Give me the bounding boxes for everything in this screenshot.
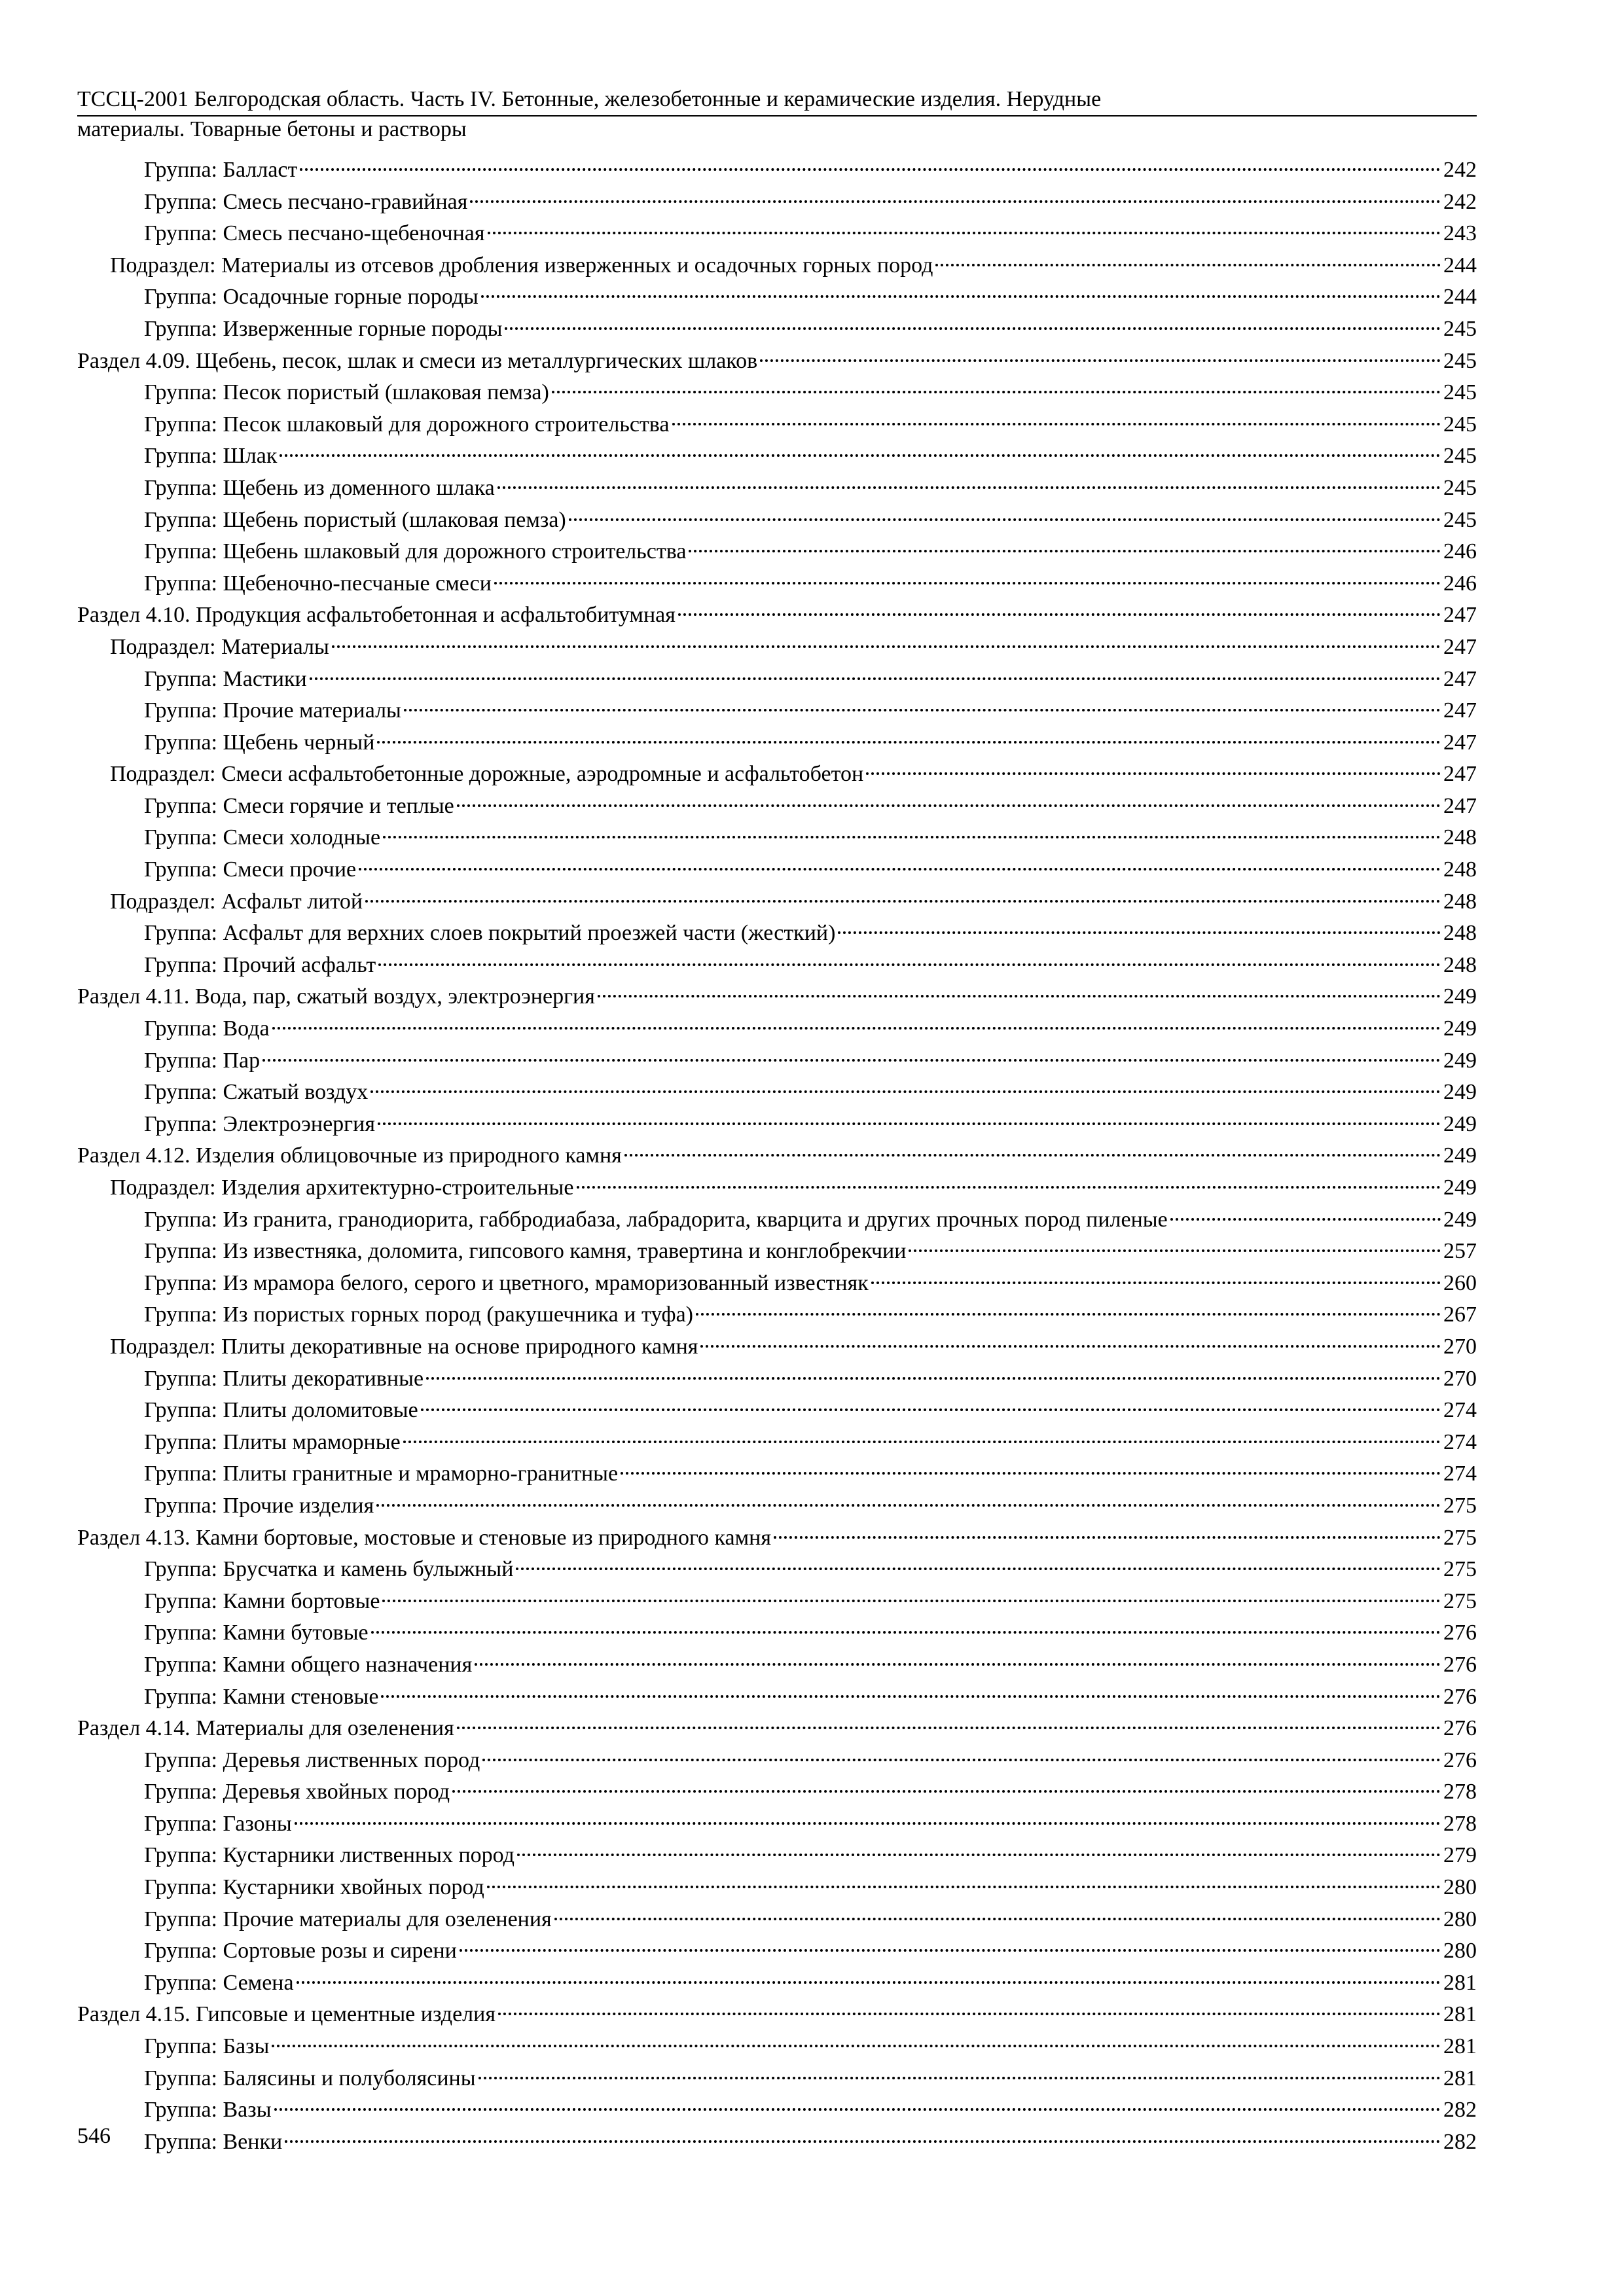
toc-entry[interactable]: [77, 568, 1477, 600]
dot-leader: [552, 391, 1441, 393]
dot-leader: [478, 2077, 1441, 2079]
toc-entry-title: Группа: Асфальт для верхних слоев покрытий проезжей части (жесткий): [144, 921, 836, 946]
dot-leader: [421, 1408, 1441, 1411]
toc-entry-title: Группа: Изверженные горные породы: [144, 316, 503, 341]
dot-leader: [332, 645, 1441, 648]
dot-leader: [1170, 1218, 1441, 1221]
toc-entry[interactable]: [77, 154, 1477, 187]
toc-entry[interactable]: [77, 440, 1477, 473]
toc-entry[interactable]: [77, 473, 1477, 505]
toc-entry-page: 276: [1443, 1748, 1477, 1772]
toc-entry-title: Группа: Деревья хвойных пород: [144, 1780, 450, 1804]
toc-entry[interactable]: [77, 536, 1477, 568]
toc-entry[interactable]: [77, 1617, 1477, 1649]
toc-entry[interactable]: [77, 664, 1477, 696]
toc-entry[interactable]: [77, 2031, 1477, 2063]
toc-entry-title: Группа: Прочие изделия: [144, 1493, 374, 1518]
toc-entry-page: 247: [1443, 698, 1477, 723]
toc-entry-page: 281: [1443, 1970, 1477, 1995]
toc-entry-title: Группа: Плиты декоративные: [144, 1366, 424, 1391]
toc-entry[interactable]: [77, 218, 1477, 250]
toc-entry-page: 276: [1443, 1652, 1477, 1677]
dot-leader: [426, 1377, 1441, 1380]
toc-entry-page: 274: [1443, 1398, 1477, 1423]
toc-entry-page: 276: [1443, 1684, 1477, 1709]
toc-entry-title: Группа: Плиты гранитные и мраморно-гранитные: [144, 1462, 619, 1486]
dot-leader: [871, 1282, 1441, 1284]
toc-entry[interactable]: [77, 1904, 1477, 1936]
dot-leader: [457, 804, 1441, 807]
toc-entry-page: 282: [1443, 2129, 1477, 2154]
toc-entry-title: Подраздел: Изделия архитектурно-строительные: [110, 1175, 574, 1200]
toc-entry-page: 248: [1443, 857, 1477, 882]
dot-leader: [377, 741, 1441, 744]
toc-entry-page: 249: [1443, 1016, 1477, 1041]
toc-entry-title: Группа: Щебень черный: [144, 730, 375, 755]
dot-leader: [378, 1122, 1441, 1125]
toc-entry[interactable]: [77, 822, 1477, 854]
toc-entry-page: 247: [1443, 762, 1477, 787]
toc-entry-title: Группа: Прочие материалы: [144, 698, 401, 723]
dot-leader: [487, 1886, 1441, 1888]
toc-entry-title: Группа: Из мрамора белого, серого и цветного, мраморизованный известняк: [144, 1270, 869, 1295]
dot-leader: [909, 1249, 1441, 1252]
toc-entry-page: 245: [1443, 507, 1477, 532]
toc-entry-page: 245: [1443, 475, 1477, 500]
toc-entry-title: Группа: Камни стеновые: [144, 1684, 379, 1709]
toc-entry-title: Группа: Смесь песчано-щебеночная: [144, 221, 485, 246]
toc-entry[interactable]: [77, 1427, 1477, 1459]
toc-entry[interactable]: [77, 281, 1477, 314]
toc-entry[interactable]: [77, 981, 1477, 1013]
toc-entry-page: 244: [1443, 285, 1477, 310]
toc-entry[interactable]: [77, 1172, 1477, 1204]
toc-entry-title: Группа: Сортовые розы и сирени: [144, 1939, 457, 1964]
toc-entry-page: 249: [1443, 984, 1477, 1009]
dot-leader: [452, 1790, 1441, 1793]
toc-entry[interactable]: [77, 1204, 1477, 1236]
toc-entry-page: 278: [1443, 1811, 1477, 1836]
dot-leader: [297, 1981, 1441, 1984]
toc-entry[interactable]: [77, 1236, 1477, 1268]
toc-entry-page: 274: [1443, 1429, 1477, 1454]
dot-leader: [280, 454, 1441, 457]
toc-entry[interactable]: [77, 1586, 1477, 1618]
toc-entry[interactable]: [77, 1331, 1477, 1363]
toc-entry-page: 249: [1443, 1048, 1477, 1073]
toc-entry-title: Группа: Щебеночно-песчаные смеси: [144, 571, 492, 596]
toc-entry[interactable]: [77, 1140, 1477, 1172]
toc-entry-page: 242: [1443, 158, 1477, 182]
toc-entry[interactable]: [77, 727, 1477, 759]
dot-leader: [838, 931, 1441, 934]
toc-entry-page: 247: [1443, 666, 1477, 691]
toc-entry-title: Группа: Венки: [144, 2129, 283, 2154]
toc-entry-page: 280: [1443, 1875, 1477, 1900]
dot-leader: [672, 423, 1441, 425]
dot-leader: [517, 1854, 1441, 1856]
toc-entry[interactable]: [77, 759, 1477, 791]
toc-entry-page: 276: [1443, 1716, 1477, 1741]
toc-entry-title: Группа: Щебень шлаковый для дорожного строительства: [144, 539, 687, 564]
toc-entry-page: 245: [1443, 348, 1477, 373]
toc-entry[interactable]: [77, 1967, 1477, 2000]
toc-entry-page: 249: [1443, 1111, 1477, 1136]
toc-entry-title: Раздел 4.13. Камни бортовые, мостовые и стеновые из природного камня: [77, 1525, 771, 1550]
toc-entry[interactable]: [77, 1840, 1477, 1872]
toc-entry-page: 248: [1443, 825, 1477, 850]
toc-entry-title: Группа: Песок шлаковый для дорожного строительства: [144, 412, 670, 437]
dot-leader: [569, 518, 1441, 521]
toc-entry-title: Группа: Шлак: [144, 444, 278, 469]
dot-leader: [497, 486, 1441, 489]
dot-leader: [378, 963, 1441, 966]
toc-entry-title: Группа: Плиты доломитовые: [144, 1398, 418, 1423]
toc-entry-page: 281: [1443, 2034, 1477, 2059]
dot-leader: [696, 1313, 1441, 1316]
toc-entry[interactable]: [77, 950, 1477, 982]
header-title-line2: материалы. Товарные бетоны и растворы: [77, 117, 467, 141]
dot-leader: [482, 1759, 1441, 1761]
toc-entry-page: 247: [1443, 603, 1477, 628]
toc-entry-page: 280: [1443, 1907, 1477, 1931]
dot-leader: [457, 1727, 1441, 1729]
toc-entry-title: Группа: Из известняка, доломита, гипсового камня, травертина и конглобрекчии: [144, 1239, 907, 1264]
page-number: 546: [77, 2124, 111, 2148]
dot-leader: [935, 264, 1441, 266]
dot-leader: [272, 2045, 1441, 2047]
dot-leader: [481, 295, 1441, 298]
toc-entry-page: 281: [1443, 2002, 1477, 2027]
toc-entry-title: Группа: Смесь песчано-гравийная: [144, 189, 468, 214]
toc-entry[interactable]: [77, 1109, 1477, 1141]
toc-entry-title: Раздел 4.15. Гипсовые и цементные изделия: [77, 2002, 496, 2027]
dot-leader: [403, 1441, 1441, 1443]
toc-entry-page: 267: [1443, 1302, 1477, 1327]
dot-leader: [404, 709, 1441, 711]
toc-entry-page: 279: [1443, 1843, 1477, 1868]
toc-entry-title: Раздел 4.14. Материалы для озеленения: [77, 1716, 454, 1741]
toc-entry-title: Группа: Смеси горячие и теплые: [144, 793, 454, 818]
toc-entry-title: Группа: Газоны: [144, 1811, 292, 1836]
table-of-contents: [77, 154, 1477, 2158]
toc-entry-page: 275: [1443, 1493, 1477, 1518]
toc-entry[interactable]: [77, 854, 1477, 886]
toc-entry-title: Группа: Вазы: [144, 2098, 272, 2123]
toc-entry-title: Группа: Прочие материалы для озеленения: [144, 1907, 552, 1931]
toc-entry[interactable]: [77, 1554, 1477, 1586]
dot-leader: [381, 1695, 1441, 1698]
toc-entry-title: Группа: Из гранита, гранодиорита, габбродиабаза, лабрадорита, кварцита и других прочных пород пиленые: [144, 1207, 1168, 1232]
toc-entry-title: Подраздел: Смеси асфальтобетонные дорожные, аэродромные и асфальтобетон: [110, 762, 864, 787]
toc-entry[interactable]: [77, 1808, 1477, 1840]
toc-entry-page: 270: [1443, 1366, 1477, 1391]
dot-leader: [359, 868, 1441, 870]
toc-entry-page: 280: [1443, 1939, 1477, 1964]
toc-entry-page: 245: [1443, 444, 1477, 469]
toc-entry[interactable]: [77, 505, 1477, 537]
dot-leader: [370, 1090, 1441, 1093]
dot-leader: [382, 1600, 1441, 1602]
toc-entry[interactable]: [77, 918, 1477, 950]
dot-leader: [624, 1154, 1441, 1157]
toc-entry-page: 247: [1443, 793, 1477, 818]
toc-entry[interactable]: [77, 1490, 1477, 1522]
toc-entry[interactable]: [77, 187, 1477, 219]
toc-entry-page: 278: [1443, 1780, 1477, 1804]
dot-leader: [774, 1536, 1441, 1539]
toc-entry-title: Группа: Вода: [144, 1016, 270, 1041]
toc-entry-page: 245: [1443, 380, 1477, 405]
toc-entry-title: Подраздел: Материалы: [110, 634, 329, 659]
toc-entry-page: 276: [1443, 1621, 1477, 1645]
toc-entry-title: Группа: Из пористых горных пород (ракушечника и туфа): [144, 1302, 693, 1327]
toc-entry[interactable]: [77, 1681, 1477, 1713]
dot-leader: [866, 772, 1441, 775]
dot-leader: [494, 582, 1441, 584]
toc-entry-title: Группа: Песок пористый (шлаковая пемза): [144, 380, 549, 405]
dot-leader: [498, 2013, 1441, 2015]
toc-entry-page: 275: [1443, 1557, 1477, 1582]
toc-entry-title: Группа: Смеси прочие: [144, 857, 357, 882]
toc-entry-page: 249: [1443, 1143, 1477, 1168]
dot-leader: [383, 836, 1441, 838]
toc-entry[interactable]: [77, 2094, 1477, 2126]
toc-entry-page: 257: [1443, 1239, 1477, 1264]
toc-entry[interactable]: [77, 1268, 1477, 1300]
dot-leader: [285, 2140, 1441, 2143]
toc-entry-page: 275: [1443, 1588, 1477, 1613]
toc-entry[interactable]: [77, 346, 1477, 378]
toc-entry-page: 247: [1443, 634, 1477, 659]
toc-entry[interactable]: [77, 1363, 1477, 1395]
toc-entry[interactable]: [77, 314, 1477, 346]
header-title-line1: ТССЦ-2001 Белгородская область. Часть IV. Бетонные, железобетонные и керамические изделия. Нерудные: [77, 87, 1102, 111]
toc-entry-title: Группа: Щебень пористый (шлаковая пемза): [144, 507, 566, 532]
toc-entry[interactable]: [77, 377, 1477, 409]
toc-entry-title: Группа: Мастики: [144, 666, 307, 691]
toc-entry-title: Группа: Осадочные горные породы: [144, 285, 478, 310]
toc-entry-title: Группа: Балясины и полуболясины: [144, 2066, 476, 2090]
toc-entry-title: Группа: Кустарники хвойных пород: [144, 1875, 484, 1900]
toc-entry-page: 245: [1443, 316, 1477, 341]
toc-entry[interactable]: [77, 1713, 1477, 1745]
dot-leader: [577, 1186, 1441, 1189]
toc-entry-page: 249: [1443, 1207, 1477, 1232]
toc-entry-title: Группа: Брусчатка и камень булыжный: [144, 1557, 514, 1582]
toc-entry-title: Группа: Смеси холодные: [144, 825, 381, 850]
dot-leader: [470, 200, 1441, 203]
dot-leader: [760, 359, 1441, 362]
dot-leader: [678, 613, 1441, 616]
toc-entry[interactable]: [77, 1776, 1477, 1808]
toc-entry-title: Группа: Прочий асфальт: [144, 952, 376, 977]
toc-entry-title: Раздел 4.10. Продукция асфальтобетонная и асфальтобитумная: [77, 603, 676, 628]
toc-entry-title: Группа: Семена: [144, 1970, 294, 1995]
toc-entry-title: Группа: Плиты мраморные: [144, 1429, 401, 1454]
toc-entry-title: Раздел 4.12. Изделия облицовочные из природного камня: [77, 1143, 622, 1168]
dot-leader: [460, 1949, 1441, 1952]
dot-leader: [262, 1059, 1441, 1062]
toc-entry-title: Группа: Щебень из доменного шлака: [144, 475, 495, 500]
toc-entry[interactable]: [77, 600, 1477, 632]
dot-leader: [689, 550, 1441, 552]
toc-entry-page: 242: [1443, 189, 1477, 214]
toc-entry[interactable]: [77, 1077, 1477, 1109]
toc-entry-page: 260: [1443, 1270, 1477, 1295]
toc-entry-page: 247: [1443, 730, 1477, 755]
dot-leader: [300, 168, 1441, 171]
dot-leader: [598, 995, 1441, 997]
toc-entry[interactable]: [77, 1013, 1477, 1045]
toc-entry[interactable]: [77, 1299, 1477, 1331]
dot-leader: [516, 1568, 1441, 1570]
toc-entry-title: Группа: Камни общего назначения: [144, 1652, 473, 1677]
dot-leader: [310, 677, 1441, 680]
dot-leader: [554, 1918, 1441, 1920]
toc-entry-title: Группа: Кустарники лиственных пород: [144, 1843, 514, 1868]
toc-entry-title: Группа: Пар: [144, 1048, 261, 1073]
dot-leader: [475, 1663, 1441, 1666]
dot-leader: [505, 327, 1441, 330]
toc-entry-title: Раздел 4.11. Вода, пар, сжатый воздух, электроэнергия: [77, 984, 595, 1009]
dot-leader: [376, 1504, 1441, 1507]
toc-entry-page: 246: [1443, 571, 1477, 596]
toc-entry-title: Группа: Сжатый воздух: [144, 1080, 369, 1105]
dot-leader: [488, 232, 1441, 234]
toc-entry[interactable]: [77, 1935, 1477, 1967]
toc-entry-page: 248: [1443, 921, 1477, 946]
dot-leader: [371, 1631, 1441, 1634]
dot-leader: [621, 1472, 1441, 1475]
toc-entry[interactable]: [77, 1045, 1477, 1077]
dot-leader: [365, 900, 1441, 903]
toc-entry-title: Группа: Электроэнергия: [144, 1111, 375, 1136]
toc-entry[interactable]: [77, 1872, 1477, 1904]
toc-entry[interactable]: [77, 1458, 1477, 1490]
toc-entry[interactable]: [77, 886, 1477, 918]
toc-entry[interactable]: [77, 632, 1477, 664]
toc-entry[interactable]: [77, 1745, 1477, 1777]
dot-leader: [274, 2108, 1441, 2111]
toc-entry-page: 275: [1443, 1525, 1477, 1550]
toc-entry-page: 248: [1443, 889, 1477, 914]
toc-entry[interactable]: [77, 409, 1477, 441]
toc-entry[interactable]: [77, 1649, 1477, 1681]
dot-leader: [700, 1345, 1441, 1348]
toc-entry[interactable]: [77, 2063, 1477, 2095]
dot-leader: [272, 1027, 1441, 1030]
toc-entry[interactable]: [77, 1395, 1477, 1427]
toc-entry-title: Группа: Базы: [144, 2034, 270, 2059]
toc-entry-page: 248: [1443, 952, 1477, 977]
toc-entry-title: Подраздел: Асфальт литой: [110, 889, 363, 914]
toc-entry[interactable]: [77, 1522, 1477, 1554]
toc-entry-title: Раздел 4.09. Щебень, песок, шлак и смеси из металлургических шлаков: [77, 348, 758, 373]
toc-entry-title: Группа: Балласт: [144, 158, 298, 182]
toc-entry-page: 246: [1443, 539, 1477, 564]
dot-leader: [295, 1822, 1441, 1825]
toc-entry-page: 281: [1443, 2066, 1477, 2090]
toc-entry-title: Подраздел: Плиты декоративные на основе природного камня: [110, 1334, 698, 1359]
running-header: [77, 84, 1477, 143]
toc-entry-page: 270: [1443, 1334, 1477, 1359]
toc-entry-page: 244: [1443, 253, 1477, 278]
toc-entry[interactable]: [77, 2126, 1477, 2159]
toc-entry-page: 245: [1443, 412, 1477, 437]
toc-entry[interactable]: [77, 250, 1477, 282]
toc-entry-title: Группа: Деревья лиственных пород: [144, 1748, 480, 1772]
toc-entry-page: 282: [1443, 2098, 1477, 2123]
toc-entry-page: 249: [1443, 1080, 1477, 1105]
toc-entry-page: 274: [1443, 1462, 1477, 1486]
toc-entry[interactable]: [77, 1999, 1477, 2031]
toc-entry-page: 243: [1443, 221, 1477, 246]
toc-entry-title: Подраздел: Материалы из отсевов дробления изверженных и осадочных горных пород: [110, 253, 933, 278]
toc-entry[interactable]: [77, 695, 1477, 727]
toc-entry[interactable]: [77, 791, 1477, 823]
toc-entry-title: Группа: Камни бутовые: [144, 1621, 369, 1645]
toc-entry-title: Группа: Камни бортовые: [144, 1588, 380, 1613]
toc-entry-page: 249: [1443, 1175, 1477, 1200]
